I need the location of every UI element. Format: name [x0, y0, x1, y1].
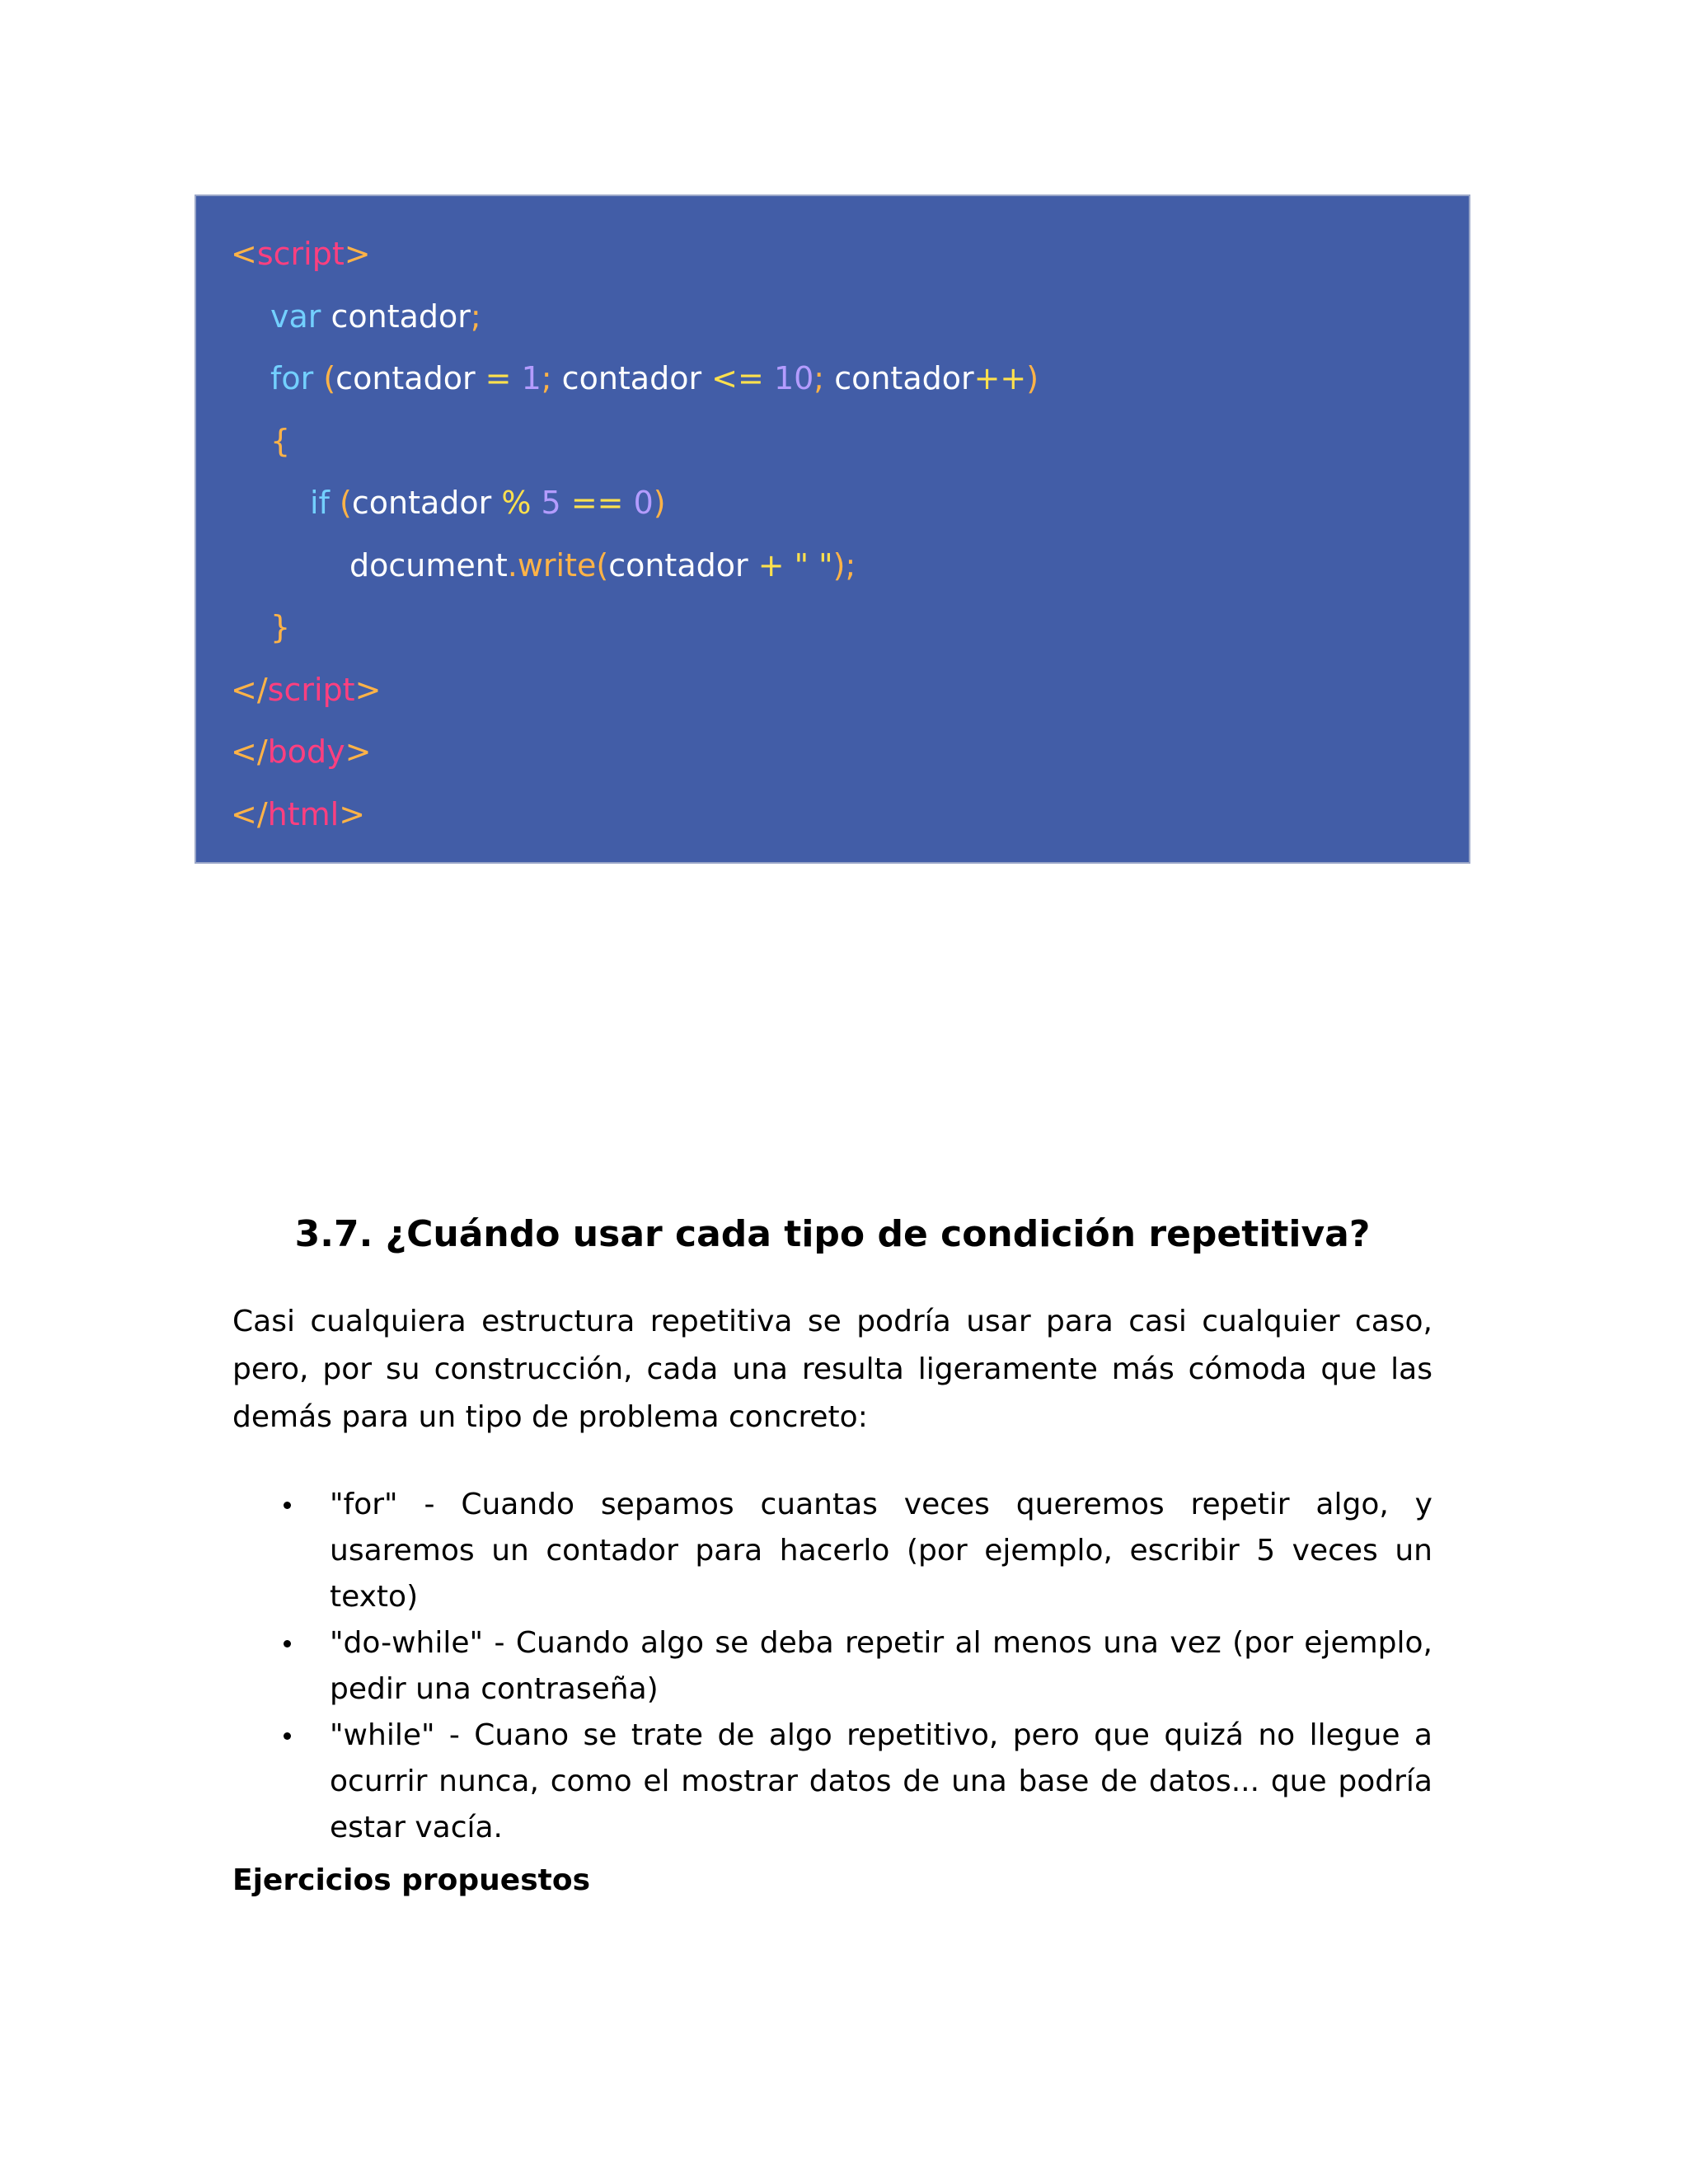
code-token: = [485, 360, 512, 396]
code-token: < [231, 236, 257, 272]
code-token: ) [1026, 360, 1039, 396]
code-line [231, 727, 371, 776]
code-token: contador [824, 360, 974, 396]
code-token: + [757, 546, 785, 583]
code-token: var [270, 298, 321, 335]
list-item [232, 1713, 1432, 1851]
code-token: <= [711, 360, 764, 396]
code-token: ; [541, 360, 552, 396]
code-token [531, 485, 541, 521]
code-token: contador [608, 546, 758, 583]
code-token: > [344, 236, 371, 272]
list-item [232, 1482, 1432, 1620]
code-token: document [349, 546, 508, 583]
code-token: script [267, 671, 355, 708]
code-block [195, 194, 1470, 864]
code-line [231, 665, 381, 715]
code-token: 5 [541, 485, 561, 521]
code-token: </ [231, 671, 268, 708]
code-token: 0 [633, 485, 654, 521]
code-token: . [507, 546, 518, 583]
code-token: ); [832, 546, 856, 583]
code-token [313, 360, 323, 396]
code-token: contador [551, 360, 712, 396]
code-token [330, 485, 340, 521]
list-item [232, 1620, 1432, 1713]
code-token [624, 485, 634, 521]
bullet-icon [284, 1502, 291, 1509]
code-token: body [267, 733, 345, 770]
bullet-icon [284, 1640, 291, 1647]
code-token: > [339, 795, 366, 832]
code-line [270, 416, 290, 466]
code-token: for [270, 360, 314, 396]
list-item-text: "for" - Cuando sepamos cuantas veces queremos repetir algo, y usaremos un contador para hacerlo (por ejemplo, escribir 5 veces un texto) [330, 1488, 1432, 1614]
code-token: } [270, 609, 291, 645]
code-token: " " [794, 546, 833, 583]
code-token: ( [323, 360, 336, 396]
code-line [270, 354, 1039, 403]
code-line [310, 478, 666, 527]
bullet-icon [284, 1732, 291, 1740]
exercises-heading: Ejercicios propuestos [232, 1863, 591, 1897]
code-token [512, 360, 522, 396]
code-token: contador [335, 360, 485, 396]
code-token: html [267, 795, 340, 832]
code-line [231, 229, 371, 279]
code-token: contador [321, 298, 471, 335]
code-token: ( [596, 546, 609, 583]
code-line [231, 790, 365, 839]
code-token [764, 360, 774, 396]
section-title: 3.7. ¿Cuándo usar cada tipo de condición repetitiva? [294, 1213, 1371, 1255]
code-token: ; [470, 298, 481, 335]
code-token: write [517, 546, 597, 583]
code-token: script [256, 236, 345, 272]
code-line [270, 292, 481, 341]
code-line [349, 541, 856, 590]
code-token: { [270, 422, 291, 459]
list-item-text: "do-while" - Cuando algo se deba repetir al menos una vez (por ejemplo, pedir una contraseña) [330, 1626, 1432, 1706]
code-token: % [501, 485, 532, 521]
code-line [270, 602, 290, 652]
code-token: </ [231, 795, 268, 832]
code-token: ( [340, 485, 352, 521]
code-token [561, 485, 571, 521]
code-token: </ [231, 733, 268, 770]
code-token: > [345, 733, 372, 770]
code-token: ) [653, 485, 666, 521]
code-token: ++ [973, 360, 1027, 396]
code-token: if [310, 485, 330, 521]
code-token: ; [814, 360, 825, 396]
code-token [785, 547, 795, 583]
code-token: > [354, 671, 382, 708]
code-token: contador [351, 485, 502, 521]
code-token: 1 [521, 360, 542, 396]
code-token: 10 [773, 360, 814, 396]
bullet-list [232, 1482, 1432, 1851]
list-item-text: "while" - Cuano se trate de algo repetitivo, pero que quizá no llegue a ocurrir nunca, como el mostrar datos de una base de datos... que podría estar vacía. [330, 1718, 1432, 1844]
intro-paragraph: Casi cualquiera estructura repetitiva se podría usar para casi cualquier caso, pero, por su construcción, cada una resulta ligeramente más cómoda que las demás para un tipo de problema concreto: [232, 1305, 1432, 1434]
code-token: == [570, 485, 624, 521]
